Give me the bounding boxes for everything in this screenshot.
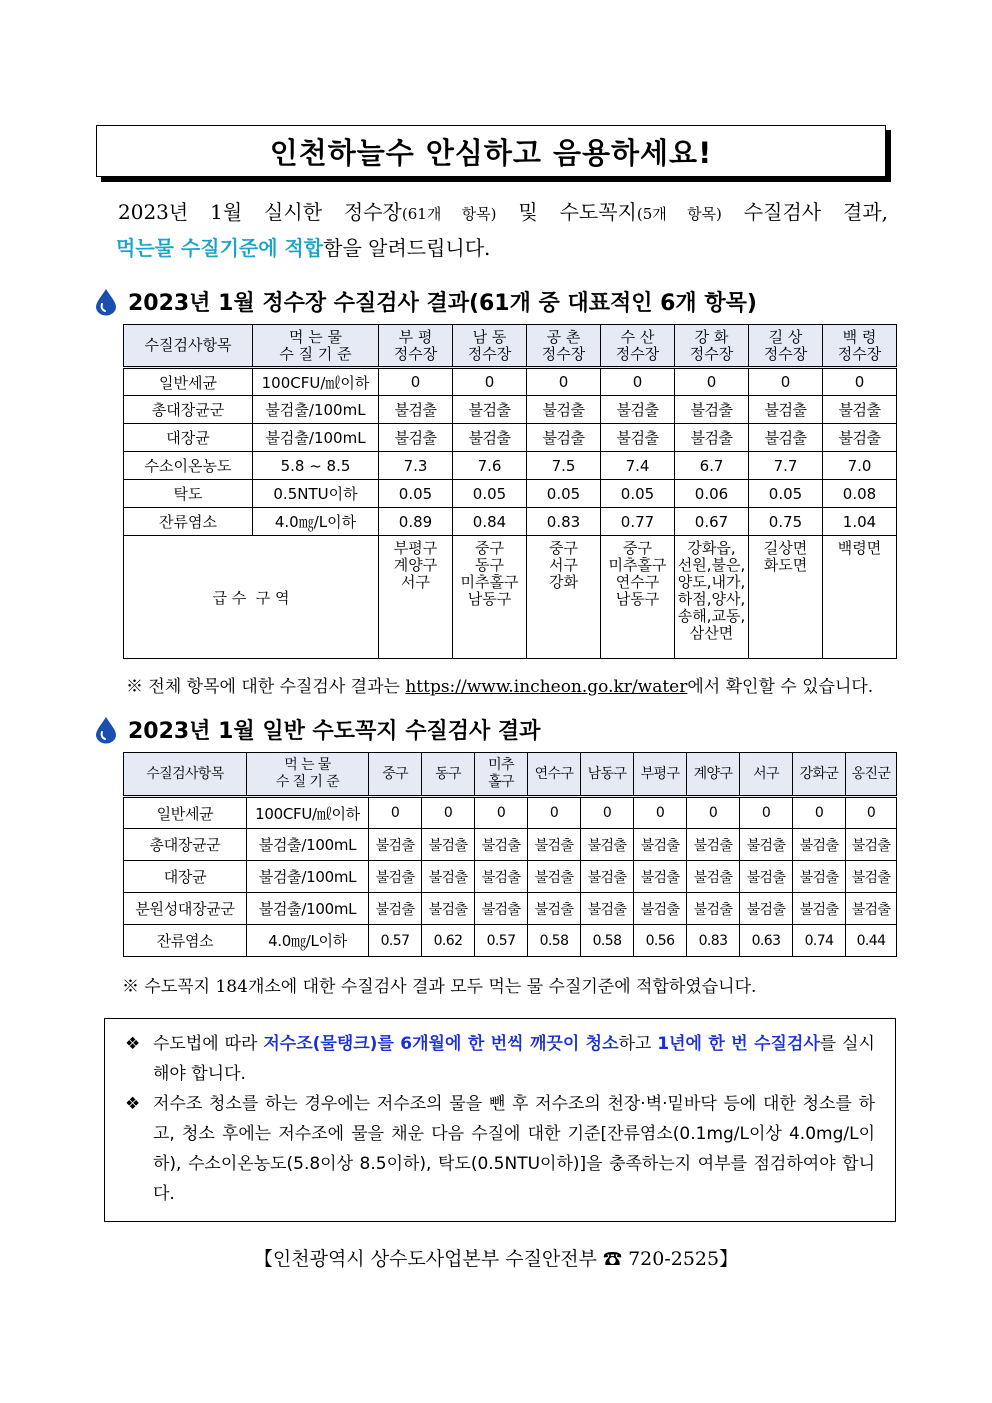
table-cell: 불검출 <box>453 424 527 452</box>
table-cell: 불검출 <box>422 829 475 861</box>
table-cell: 불검출 <box>528 829 581 861</box>
table-cell: 0.74 <box>793 925 846 957</box>
table-cell: 0 <box>823 368 897 396</box>
table-cell: 일반세균 <box>124 368 253 396</box>
intro-highlight: 먹는물 수질기준에 적합 <box>116 236 324 260</box>
supply-area-cell: 백령면 <box>823 536 897 659</box>
table-cell: 수소이온농도 <box>124 452 253 480</box>
notice-text: 하고 <box>618 1034 658 1054</box>
table-cell: 불검출 <box>453 396 527 424</box>
note-text: 에서 확인할 수 있습니다. <box>687 677 874 697</box>
table-cell: 불검출/100mL <box>247 861 369 893</box>
column-header: 길 상 정수장 <box>749 325 823 368</box>
table-cell: 불검출 <box>527 396 601 424</box>
table-cell: 0 <box>687 797 740 829</box>
supply-area-cell: 길상면 화도면 <box>749 536 823 659</box>
intro-segment: (61개 항목) <box>401 205 497 223</box>
supply-area-cell: 중구 서구 강화 <box>527 536 601 659</box>
column-header: 연수구 <box>528 753 581 797</box>
table-cell: 불검출 <box>740 861 793 893</box>
table-cell: 7.6 <box>453 452 527 480</box>
table-row <box>124 368 897 396</box>
table-cell: 0.5NTU이하 <box>253 480 379 508</box>
intro-segment: 및 수도꼭지 <box>496 200 637 224</box>
table-cell: 0.05 <box>453 480 527 508</box>
table-cell: 0.89 <box>379 508 453 536</box>
table-cell: 불검출 <box>369 893 422 925</box>
table-cell: 7.5 <box>527 452 601 480</box>
table-cell: 불검출 <box>527 424 601 452</box>
column-header: 강화군 <box>793 753 846 797</box>
table-cell: 100CFU/㎖이하 <box>247 797 369 829</box>
table-cell: 0 <box>740 797 793 829</box>
table-cell: 불검출 <box>793 861 846 893</box>
diamond-bullet-icon: ❖ <box>125 1094 141 1114</box>
table-cell: 불검출/100mL <box>253 396 379 424</box>
table-cell: 잔류염소 <box>124 508 253 536</box>
table-cell: 불검출 <box>581 893 634 925</box>
note-text: ※ 전체 항목에 대한 수질검사 결과는 <box>126 677 406 697</box>
table-cell: 불검출 <box>581 829 634 861</box>
title-box <box>96 125 886 177</box>
table-cell: 불검출 <box>749 396 823 424</box>
table-cell: 불검출 <box>379 396 453 424</box>
table-row <box>124 396 897 424</box>
table-cell: 총대장균군 <box>124 829 247 861</box>
notice-item-1 <box>125 1029 875 1089</box>
column-header: 먹 는 물 수 질 기 준 <box>253 325 379 368</box>
table-cell: 100CFU/㎖이하 <box>253 368 379 396</box>
table-cell: 0 <box>675 368 749 396</box>
table-cell: 0.58 <box>581 925 634 957</box>
table-cell: 불검출/100mL <box>253 424 379 452</box>
column-header: 수질검사항목 <box>124 753 247 797</box>
table-cell: 탁도 <box>124 480 253 508</box>
table-cell: 4.0㎎/L이하 <box>253 508 379 536</box>
table-row <box>124 829 897 861</box>
intro-segment: 2023년 1월 실시한 정수장 <box>118 200 402 224</box>
table-cell: 불검출 <box>846 893 897 925</box>
table-cell: 불검출 <box>601 396 675 424</box>
table-cell: 불검출 <box>634 861 687 893</box>
tap-note: ※ 수도꼭지 184개소에 대한 수질검사 결과 모두 먹는 물 수질기준에 적합하였습니다. <box>122 977 757 997</box>
notice-box <box>104 1018 896 1222</box>
notice-text: 수도법에 따라 <box>153 1034 264 1054</box>
table-cell: 총대장균군 <box>124 396 253 424</box>
supply-area-label: 급 수 구 역 <box>124 536 379 659</box>
table-cell: 분원성대장균군 <box>124 893 247 925</box>
table-cell: 불검출 <box>369 861 422 893</box>
notice-item-2 <box>125 1089 875 1209</box>
table-cell: 불검출 <box>475 861 528 893</box>
table-cell: 불검출 <box>846 861 897 893</box>
table-cell: 0 <box>601 368 675 396</box>
column-header: 수 산 정수장 <box>601 325 675 368</box>
supply-area-cell: 부평구 계양구 서구 <box>379 536 453 659</box>
column-header: 동구 <box>422 753 475 797</box>
table-cell: 0.05 <box>527 480 601 508</box>
supply-area-cell: 강화읍, 선원,불은, 양도,내가, 하점,양사, 송해,교동, 삼산면 <box>675 536 749 659</box>
table-row <box>124 861 897 893</box>
table-cell: 0.62 <box>422 925 475 957</box>
table-cell: 불검출 <box>740 829 793 861</box>
table-cell: 0.05 <box>601 480 675 508</box>
table-cell: 불검출 <box>528 893 581 925</box>
table-cell: 0.08 <box>823 480 897 508</box>
diamond-bullet-icon: ❖ <box>125 1034 141 1054</box>
column-header: 먹 는 물 수 질 기 준 <box>247 753 369 797</box>
column-header: 부평구 <box>634 753 687 797</box>
column-header: 수질검사항목 <box>124 325 253 368</box>
water-drop-icon <box>94 716 118 744</box>
intro-segment: 수질검사 결과, <box>721 200 888 224</box>
table-cell: 불검출 <box>528 861 581 893</box>
table-cell: 5.8 ~ 8.5 <box>253 452 379 480</box>
table-cell: 0.83 <box>527 508 601 536</box>
notice-emphasis: 1년에 한 번 수질검사 <box>657 1034 820 1054</box>
table-cell: 불검출 <box>687 829 740 861</box>
section2-heading <box>94 714 540 745</box>
table-cell: 0 <box>453 368 527 396</box>
table-cell: 0.05 <box>379 480 453 508</box>
table-cell: 불검출 <box>687 893 740 925</box>
table-cell: 0.57 <box>475 925 528 957</box>
table-cell: 0.05 <box>749 480 823 508</box>
intro-line-2 <box>116 231 888 265</box>
table-cell: 불검출 <box>823 396 897 424</box>
table-cell: 0.67 <box>675 508 749 536</box>
table-cell: 0.63 <box>740 925 793 957</box>
table-cell: 불검출 <box>634 829 687 861</box>
column-header: 계양구 <box>687 753 740 797</box>
table-cell: 불검출 <box>740 893 793 925</box>
table-cell: 불검출 <box>601 424 675 452</box>
column-header: 백 령 정수장 <box>823 325 897 368</box>
table-cell: 불검출 <box>379 424 453 452</box>
table-cell: 불검출 <box>823 424 897 452</box>
table-row <box>124 925 897 957</box>
table-cell: 0.75 <box>749 508 823 536</box>
supply-area-cell: 중구 미추홀구 연수구 남동구 <box>601 536 675 659</box>
intro-line-1 <box>118 195 888 231</box>
table-cell: 0 <box>475 797 528 829</box>
table-cell: 0.06 <box>675 480 749 508</box>
column-header: 미추 홀구 <box>475 753 528 797</box>
table-cell: 0 <box>749 368 823 396</box>
table-cell: 불검출 <box>793 893 846 925</box>
table-row <box>124 508 897 536</box>
plant-note <box>126 672 873 697</box>
table-row <box>124 452 897 480</box>
table-cell: 7.7 <box>749 452 823 480</box>
water-link[interactable]: https://www.incheon.go.kr/water <box>405 677 688 697</box>
table-cell: 0 <box>793 797 846 829</box>
table-cell: 일반세균 <box>124 797 247 829</box>
table-cell: 0 <box>527 368 601 396</box>
table-cell: 1.04 <box>823 508 897 536</box>
table-cell: 0.57 <box>369 925 422 957</box>
notice-text: 를 실시해야 합니다. <box>153 1034 875 1084</box>
table-cell: 0.83 <box>687 925 740 957</box>
table-cell: 0 <box>528 797 581 829</box>
table-cell: 0 <box>581 797 634 829</box>
table-cell: 불검출 <box>634 893 687 925</box>
table-cell: 잔류염소 <box>124 925 247 957</box>
section1-heading <box>94 286 757 317</box>
table-cell: 불검출 <box>675 396 749 424</box>
table-cell: 불검출 <box>422 861 475 893</box>
table-cell: 불검출 <box>846 829 897 861</box>
water-drop-icon <box>94 288 118 316</box>
column-header: 부 평 정수장 <box>379 325 453 368</box>
table-cell: 7.4 <box>601 452 675 480</box>
table-cell: 불검출 <box>369 829 422 861</box>
table-cell: 0.77 <box>601 508 675 536</box>
table-cell: 불검출 <box>749 424 823 452</box>
table-cell: 0.56 <box>634 925 687 957</box>
column-header: 남 동 정수장 <box>453 325 527 368</box>
table-cell: 6.7 <box>675 452 749 480</box>
table-cell: 0 <box>422 797 475 829</box>
column-header: 서구 <box>740 753 793 797</box>
table-row <box>124 424 897 452</box>
table-cell: 0.58 <box>528 925 581 957</box>
table-cell: 7.0 <box>823 452 897 480</box>
table-row <box>124 797 897 829</box>
table-cell: 불검출 <box>581 861 634 893</box>
intro-text <box>118 195 888 265</box>
table-cell: 불검출 <box>793 829 846 861</box>
notice-emphasis: 저수조(물탱크)를 6개월에 한 번씩 깨끗이 청소 <box>263 1034 619 1054</box>
column-header: 남동구 <box>581 753 634 797</box>
notice-text: 저수조 청소를 하는 경우에는 저수조의 물을 뺀 후 저수조의 천장·벽·밑바닥 등에 대한 청소를 하고, 청소 후에는 저수조에 물을 채운 다음 수질에 대한 기준[잔류염소(0.1mg/L이상 4.0mg/L이하), 수소이온농도(5.8이상 8.5이하), 탁도(0.5NTU이하)]을 충족하는지 여부를 점검하여야 합니다. <box>153 1094 875 1204</box>
tap-results-table <box>123 752 897 957</box>
table-cell: 0 <box>634 797 687 829</box>
table-row <box>124 893 897 925</box>
column-header: 공 촌 정수장 <box>527 325 601 368</box>
table-cell: 불검출 <box>675 424 749 452</box>
footer-contact: 【인천광역시 상수도사업본부 수질안전부 ☎ 720-2525】 <box>253 1248 739 1270</box>
table-cell: 불검출 <box>475 829 528 861</box>
page-title: 인천하늘수 안심하고 음용하세요! <box>269 135 713 170</box>
section1-title: 2023년 1월 정수장 수질검사 결과(61개 중 대표적인 6개 항목) <box>128 291 757 316</box>
table-cell: 불검출 <box>687 861 740 893</box>
column-header: 옹진군 <box>846 753 897 797</box>
table-cell: 불검출 <box>422 893 475 925</box>
table-cell: 불검출 <box>475 893 528 925</box>
plant-results-table <box>123 324 897 659</box>
section2-title: 2023년 1월 일반 수도꼭지 수질검사 결과 <box>128 719 541 744</box>
column-header: 중구 <box>369 753 422 797</box>
table-cell: 0 <box>379 368 453 396</box>
table-cell: 불검출/100mL <box>247 893 369 925</box>
table-cell: 0.84 <box>453 508 527 536</box>
supply-area-row <box>124 536 897 659</box>
table-cell: 대장균 <box>124 861 247 893</box>
table-cell: 7.3 <box>379 452 453 480</box>
table-cell: 불검출/100mL <box>247 829 369 861</box>
table-cell: 0.44 <box>846 925 897 957</box>
intro-segment: (5개 항목) <box>636 205 722 223</box>
table-row <box>124 480 897 508</box>
table-cell: 0 <box>846 797 897 829</box>
intro-segment: 함을 알려드립니다. <box>323 236 491 260</box>
supply-area-cell: 중구 동구 미추홀구 남동구 <box>453 536 527 659</box>
table-cell: 대장균 <box>124 424 253 452</box>
column-header: 강 화 정수장 <box>675 325 749 368</box>
table-cell: 4.0㎎/L이하 <box>247 925 369 957</box>
table-cell: 0 <box>369 797 422 829</box>
